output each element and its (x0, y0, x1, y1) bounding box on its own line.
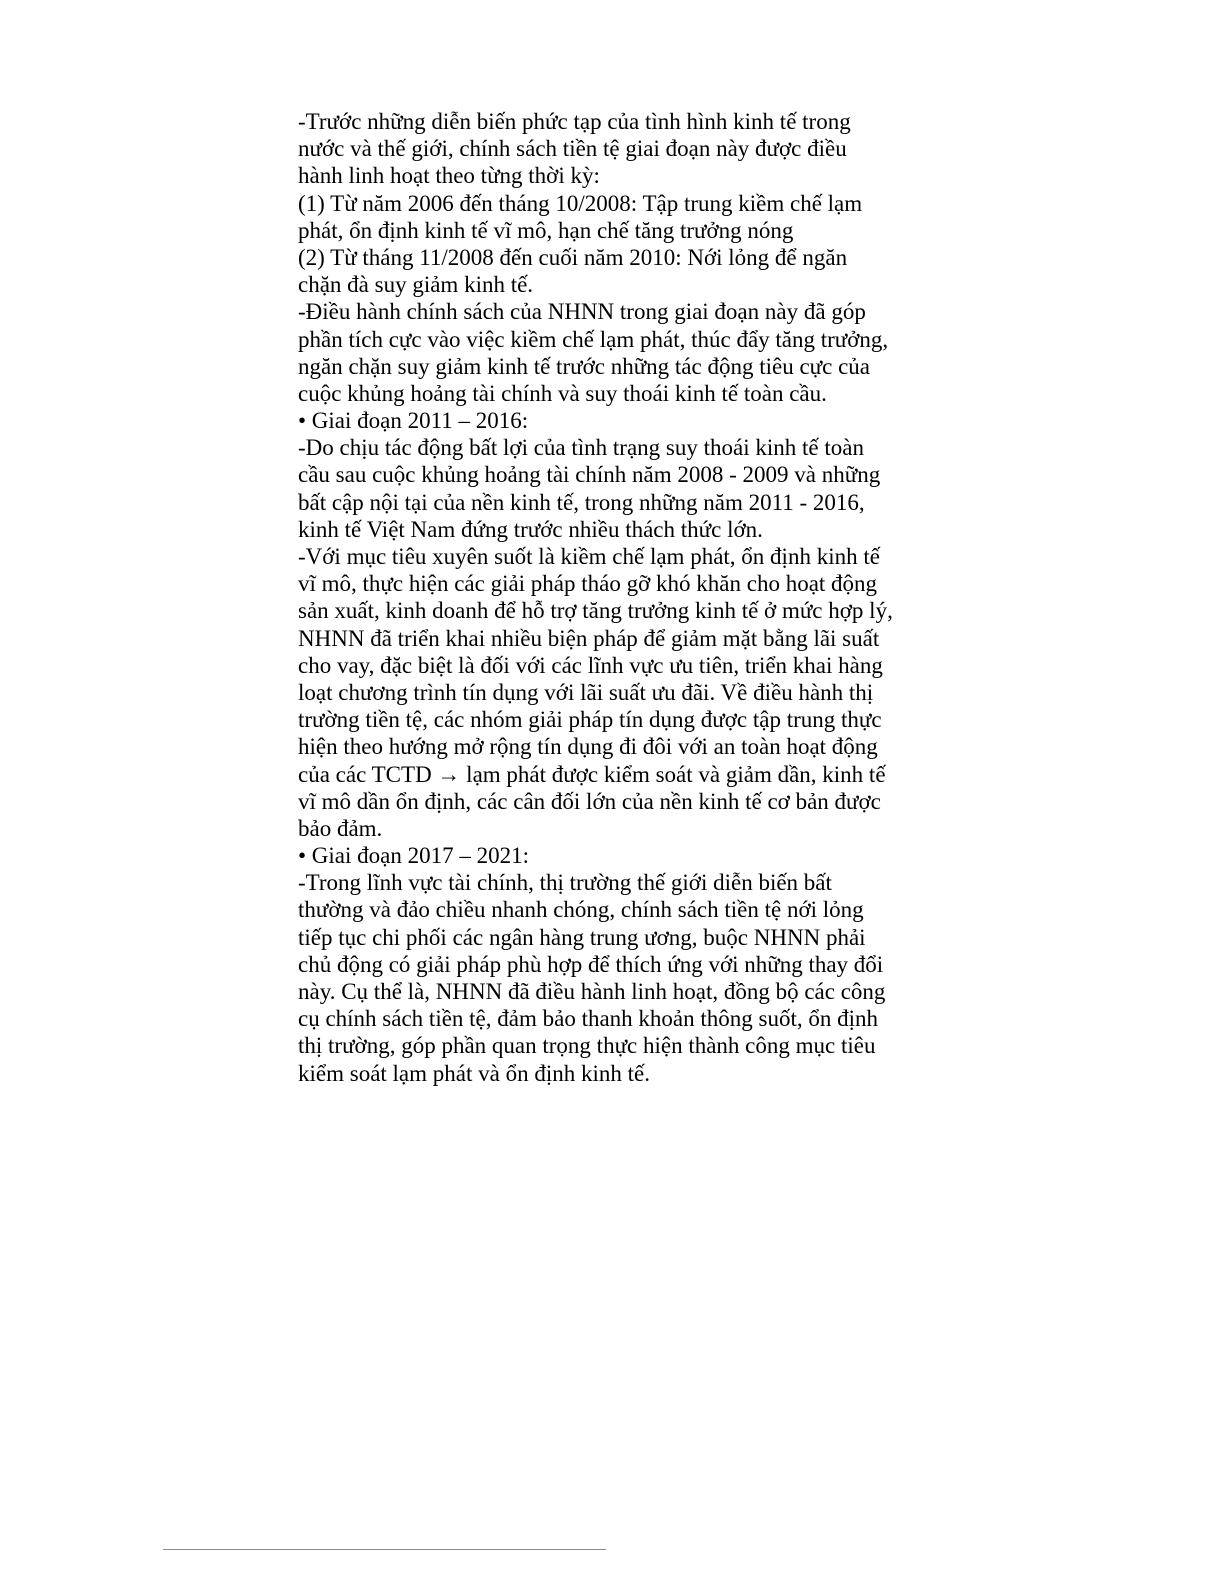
text-line: -Do chịu tác động bất lợi của tình trạng suy thoái kinh tế toàn (298, 435, 864, 461)
text-line: chủ động có giải pháp phù hợp để thích ứng với những thay đổi (298, 951, 884, 977)
text-line: • Giai đoạn 2011 – 2016: (298, 408, 529, 434)
text-line: -Trong lĩnh vực tài chính, thị trường thế giới diễn biến bất (298, 870, 832, 896)
text-line: kinh tế Việt Nam đứng trước nhiều thách thức lớn. (298, 516, 763, 542)
text-line: (1) Từ năm 2006 đến tháng 10/2008: Tập trung kiềm chế lạm (298, 190, 863, 216)
text-line: này. Cụ thể là, NHNN đã điều hành linh hoạt, đồng bộ các công (298, 979, 886, 1004)
text-line: của các TCTD → lạm phát được kiểm soát và giảm dần, kinh tế (298, 761, 886, 787)
text-line: cụ chính sách tiền tệ, đảm bảo thanh khoản thông suốt, ổn định (298, 1006, 878, 1032)
text-line: chặn đà suy giảm kinh tế. (298, 272, 534, 298)
text-line: NHNN đã triển khai nhiều biện pháp để giảm mặt bằng lãi suất (298, 625, 880, 651)
text-line: trường tiền tệ, các nhóm giải pháp tín dụng được tập trung thực (298, 707, 882, 733)
text-line: hiện theo hướng mở rộng tín dụng đi đôi với an toàn hoạt động (298, 734, 878, 760)
text-line: -Trước những diễn biến phức tạp của tình hình kinh tế trong (298, 109, 851, 134)
body-text (298, 108, 938, 1087)
text-line: phát, ổn định kinh tế vĩ mô, hạn chế tăng trưởng nóng (298, 217, 794, 243)
text-line: -Với mục tiêu xuyên suốt là kiềm chế lạm phát, ổn định kinh tế (298, 544, 880, 569)
text-line: cho vay, đặc biệt là đối với các lĩnh vực ưu tiên, triển khai hàng (298, 652, 883, 678)
text-line: nước và thế giới, chính sách tiền tệ giai đoạn này được điều (298, 136, 847, 162)
text-line: vĩ mô, thực hiện các giải pháp tháo gỡ khó khăn cho hoạt động (298, 571, 878, 597)
text-line: thị trường, góp phần quan trọng thực hiện thành công mục tiêu (298, 1033, 876, 1059)
text-line: (2) Từ tháng 11/2008 đến cuối năm 2010: Nới lỏng để ngăn (298, 244, 848, 270)
text-line: phần tích cực vào việc kiềm chế lạm phát, thúc đẩy tăng trưởng, (298, 326, 889, 352)
text-line: loạt chương trình tín dụng với lãi suất ưu đãi. Về điều hành thị (298, 679, 874, 705)
text-line: kiểm soát lạm phát và ổn định kinh tế. (298, 1060, 650, 1086)
text-line: bất cập nội tại của nền kinh tế, trong những năm 2011 - 2016, (298, 489, 865, 515)
text-line: -Điều hành chính sách của NHNN trong giai đoạn này đã góp (298, 299, 866, 325)
text-line: ngăn chặn suy giảm kinh tế trước những tác động tiêu cực của (298, 353, 871, 379)
text-line: sản xuất, kinh doanh để hỗ trợ tăng trưởng kinh tế ở mức hợp lý, (298, 598, 893, 624)
text-line: tiếp tục chi phối các ngân hàng trung ương, buộc NHNN phải (298, 924, 866, 950)
text-line: cuộc khủng hoảng tài chính và suy thoái kinh tế toàn cầu. (298, 380, 827, 406)
text-line: vĩ mô dần ổn định, các cân đối lớn của nền kinh tế cơ bản được (298, 788, 881, 814)
text-line: bảo đảm. (298, 815, 383, 841)
text-line: cầu sau cuộc khủng hoảng tài chính năm 2008 - 2009 và những (298, 462, 881, 488)
text-line: thường và đảo chiều nhanh chóng, chính sách tiền tệ nới lỏng (298, 897, 864, 923)
footnote-separator (163, 1549, 606, 1550)
text-line: hành linh hoạt theo từng thời kỳ: (298, 163, 600, 189)
text-line: • Giai đoạn 2017 – 2021: (298, 843, 529, 869)
